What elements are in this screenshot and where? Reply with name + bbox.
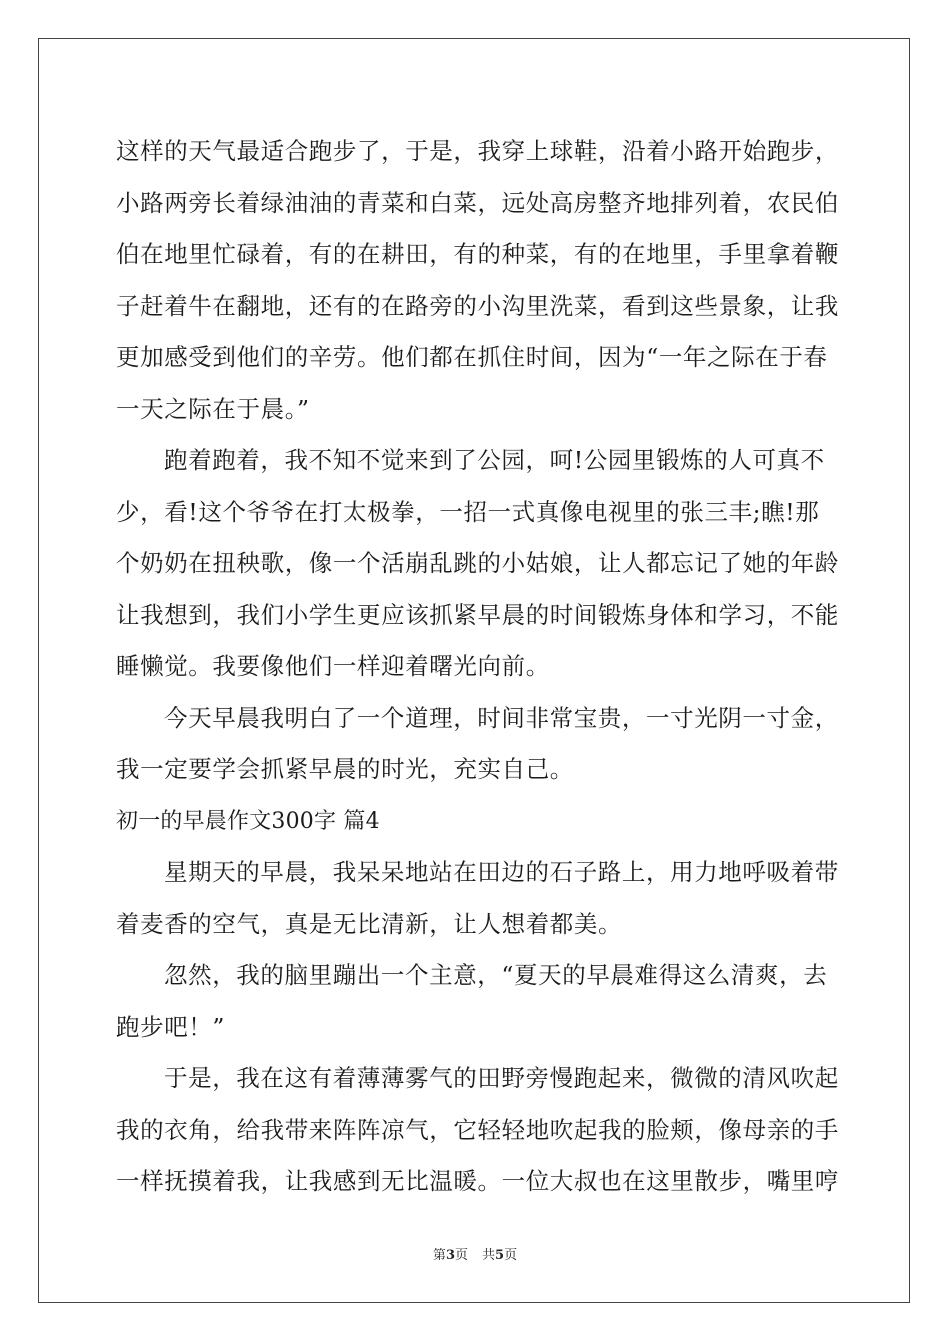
text-line: 个奶奶在扭秧歌，像一个活崩乱跳的小姑娘，让人都忘记了她的年龄 [116, 549, 839, 577]
text-line: 伯在地里忙碌着，有的在耕田，有的种菜，有的在地里，手里拿着鞭 [116, 240, 839, 268]
text-line: 一样抚摸着我，让我感到无比温暖。一位大叔也在这里散步，嘴里哼 [116, 1167, 839, 1195]
text-line: 让我想到，我们小学生更应该抓紧早晨的时间锻炼身体和学习，不能 [116, 600, 839, 629]
text-line: 着麦香的空气，真是无比清新，让人想着都美。 [116, 909, 623, 938]
footer-page-prefix: 第 [432, 1248, 446, 1263]
footer-total-number: 5 [495, 1248, 505, 1263]
text-line: 我的衣角，给我带来阵阵凉气，它轻轻地吹起我的脸颊，像母亲的手 [116, 1115, 839, 1144]
footer-total-prefix: 共 [482, 1248, 496, 1263]
text-line: 星期天的早晨，我呆呆地站在田边的石子路上，用力地呼吸着带 [164, 858, 839, 886]
text-line: 我一定要学会抓紧早晨的时光，充实自己。 [116, 755, 574, 783]
document-body [116, 126, 839, 1208]
text-line: 小路两旁长着绿油油的青菜和白菜，远处高房整齐地排列着，农民伯 [116, 188, 839, 217]
text-line: 忽然，我的脑里蹦出一个主意，“夏天的早晨难得这么清爽，去 [164, 961, 828, 989]
footer-page-number: 3 [445, 1248, 455, 1263]
text-line: 跑步吧！” [116, 1012, 226, 1041]
section-heading: 初一的早晨作文300字 篇4 [116, 808, 380, 834]
footer-total-suffix: 页 [504, 1248, 518, 1263]
text-line: 于是，我在这有着薄薄雾气的田野旁慢跑起来，微微的清风吹起 [164, 1064, 839, 1092]
text-line: 这样的天气最适合跑步了，于是，我穿上球鞋，沿着小路开始跑步， [116, 137, 839, 165]
text-line: 睡懒觉。我要像他们一样迎着曙光向前。 [116, 652, 550, 680]
text-line: 更加感受到他们的辛劳。他们都在抓住时间，因为“一年之际在于春 [116, 343, 828, 371]
text-line: 少，看!这个爷爷在打太极拳，一招一式真像电视里的张三丰;瞧!那 [116, 497, 820, 526]
footer-page-suffix: 页 [454, 1248, 468, 1263]
text-line: 跑着跑着，我不知不觉来到了公园，呵!公园里锻炼的人可真不 [164, 446, 825, 474]
page-footer [0, 1244, 950, 1263]
text-line: 今天早晨我明白了一个道理，时间非常宝贵，一寸光阴一寸金， [164, 703, 839, 732]
text-line: 子赶着牛在翻地，还有的在路旁的小沟里洗菜，看到这些景象，让我 [116, 291, 839, 320]
text-line: 一天之际在于晨。” [116, 394, 310, 423]
